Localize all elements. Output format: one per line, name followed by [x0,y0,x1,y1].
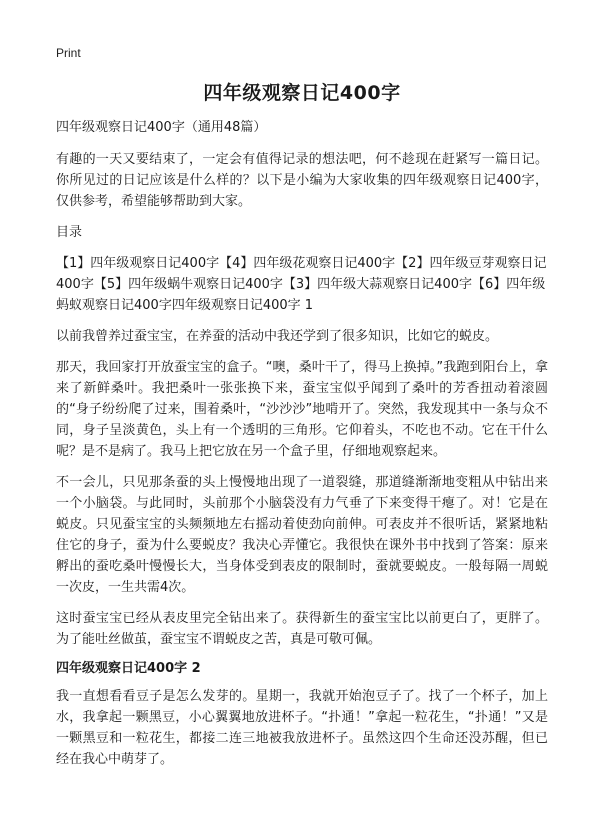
article [56,78,548,780]
print-link[interactable]: Print [56,46,81,60]
table-of-contents: 【1】四年级观察日记400字【4】四年级花观察日记400字【2】四年级豆芽观察日记400字【5】四年级蜗牛观察日记400字【3】四年级大蒜观察日记400字【6】四年级蚂蚁观察日记400字四年级观察日记400字 1 [56,256,547,313]
body-paragraph: 我一直想看看豆子是怎么发芽的。星期一，我就开始泡豆子了。找了一个杯子，加上水，我拿起一颗黑豆，小心翼翼地放进杯子。“扑通！”拿起一粒花生，“扑通！”又是一颗黑豆和一粒花生，都接二连三地被我放进杯子。虽然这四个生命还没苏醒，但已经在我心中萌芽了。 [56,689,548,767]
article-subtitle: 四年级观察日记400字（通用48篇） [56,120,267,135]
body-paragraph: 那天，我回家打开放蚕宝宝的盒子。“噢，桑叶干了，得马上换掉。”我跑到阳台上，拿来了新鲜桑叶。我把桑叶一张张换下来，蚕宝宝似乎闻到了桑叶的芳香扭动着滚圆的“身子纷纷爬了过来，围着桑叶，“沙沙沙”地啃开了。突然，我发现其中一条与众不同，身子呈淡黄色，头上有一个透明的三角形。它仰着头，不吃也不动。它在干什么呢？是不是病了。我马上把它放在另一个盒子里，仔细地观察起来。 [56,360,548,459]
page-title: 四年级观察日记400字 [203,82,401,104]
toc-heading: 目录 [56,225,83,240]
intro-paragraph: 有趣的一天又要结束了，一定会有值得记录的想法吧，何不趁现在赶紧写一篇日记。你所见过的日记应该是什么样的？以下是小编为大家收集的四年级观察日记400字，仅供参考，希望能够帮助到大家。 [56,152,548,209]
body-paragraph: 这时蚕宝宝已经从表皮里完全钻出来了。获得新生的蚕宝宝比以前更白了，更胖了。为了能吐丝做茧，蚕宝宝不谓蜕皮之苦，真是可敬可佩。 [56,611,548,647]
body-paragraph: 不一会儿，只见那条蚕的头上慢慢地出现了一道裂缝，那道缝渐渐地变粗从中钻出来一个小脑袋。与此同时，头前那个小脑袋没有力气垂了下来变得干瘪了。对！它是在蜕皮。只见蚕宝宝的头频频地左右摇动着使劲向前伸。可表皮并不很听话，紧紧地粘住它的身子，蚕为什么要蜕皮？我决心弄懂它。我很快在课外书中找到了答案：原来孵出的蚕吃桑叶慢慢长大，当身体受到表皮的限制时，蚕就要蜕皮。一般每隔一周蜕一次皮，一生共需4次。 [56,475,548,595]
section-heading: 四年级观察日记400字 2 [56,661,201,676]
body-paragraph: 以前我曾养过蚕宝宝，在养蚕的活动中我还学到了很多知识，比如它的蜕皮。 [56,329,499,344]
